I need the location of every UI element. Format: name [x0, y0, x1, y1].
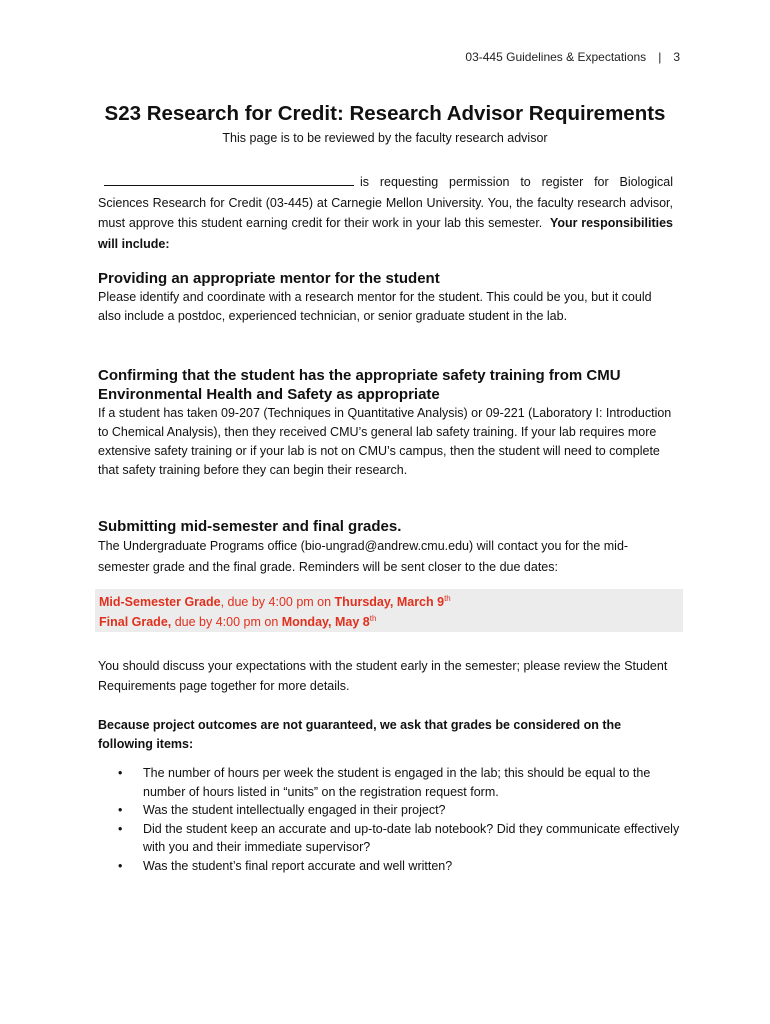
- final-grade-date: Monday, May 8: [281, 615, 370, 630]
- bullet-icon: •: [118, 766, 123, 780]
- mid-grade-due: , due by 4:00 pm on: [220, 595, 335, 610]
- page-header: [465, 50, 680, 64]
- bullet-icon: •: [118, 858, 123, 873]
- page-subtitle: This page is to be reviewed by the faculty research advisor: [222, 131, 548, 145]
- page-title: S23 Research for Credit: Research Advisor Requirements: [104, 102, 666, 125]
- bullet-icon: •: [118, 821, 123, 836]
- grading-criteria-intro: Because project outcomes are not guaranteed, we ask that grades be considered on the following items:: [98, 718, 622, 751]
- final-deadline: [99, 614, 376, 629]
- list-item-text: Did the student keep an accurate and up-to-date lab notebook? Did they communicate effectively with you and their immediate supervisor?: [143, 821, 680, 854]
- mid-grade-label: Mid-Semester Grade: [99, 595, 221, 610]
- section-mentor: [98, 269, 676, 326]
- intro-paragraph: [98, 172, 673, 254]
- discuss-paragraph: You should discuss your expectations with the student early in the semester; please review the Student Requirements page together for more details.: [98, 659, 668, 693]
- header-course: 03-445 Guidelines & Expectations: [465, 50, 647, 64]
- grade-deadlines-box: [95, 589, 683, 632]
- bullet-icon: •: [118, 803, 123, 817]
- list-item-text: The number of hours per week the student is engaged in the lab; this should be equal to the number of hours listed in “units” on the registration request form.: [143, 766, 651, 799]
- section-heading: Providing an appropriate mentor for the student: [98, 270, 440, 287]
- grading-criteria-list: [118, 764, 683, 875]
- list-item: [118, 764, 683, 801]
- final-grade-due: due by 4:00 pm on: [171, 615, 282, 630]
- list-item-text: Was the student’s final report accurate and well written?: [143, 858, 453, 873]
- mid-grade-suffix: th: [444, 594, 451, 603]
- page-number: 3: [673, 50, 680, 64]
- intro-bold-tail: Your responsibilities will include:: [98, 216, 673, 251]
- section-body: Please identify and coordinate with a research mentor for the student. This could be you, but it could also include a postdoc, experienced technician, or senior graduate student in the lab.: [98, 290, 652, 323]
- section-grades: [98, 517, 676, 578]
- section-heading: Confirming that the student has the appropriate safety training from CMU Environmental Health and Safety as appropriate: [98, 367, 621, 403]
- list-item: [118, 857, 683, 876]
- section-body: If a student has taken 09-207 (Techniques in Quantitative Analysis) or 09-221 (Laboratory I: Introduction to Chemical Analysis), then they received CMU’s general lab safety training. If your lab requires more extensive safety training or if your lab is not on CMU’s campus, then the student will need to complete that safety training before they can begin their research.: [98, 406, 672, 477]
- list-item-text: Was the student intellectually engaged in their project?: [143, 803, 446, 817]
- list-item: [118, 820, 683, 857]
- mid-grade-date: Thursday, March 9: [334, 595, 445, 610]
- mid-semester-deadline: [99, 594, 451, 609]
- header-separator: |: [658, 50, 662, 64]
- list-item: [118, 801, 683, 820]
- student-name-blank: [104, 173, 354, 186]
- section-safety: [98, 366, 676, 480]
- final-grade-label: Final Grade,: [99, 615, 172, 630]
- final-grade-suffix: th: [369, 614, 377, 623]
- section-heading: Submitting mid-semester and final grades.: [98, 518, 402, 535]
- section-body: The Undergraduate Programs office (bio-ungrad@andrew.cmu.edu) will contact you for the mid-semester grade and the final grade. Reminders will be sent closer to the due dates:: [98, 539, 629, 574]
- intro-text: is requesting permission to register for Biological Sciences Research for Credit (03-445) at Carnegie Mellon University. You, the faculty research advisor, must approve this student earning credit for their work in your lab this semester.: [98, 175, 673, 230]
